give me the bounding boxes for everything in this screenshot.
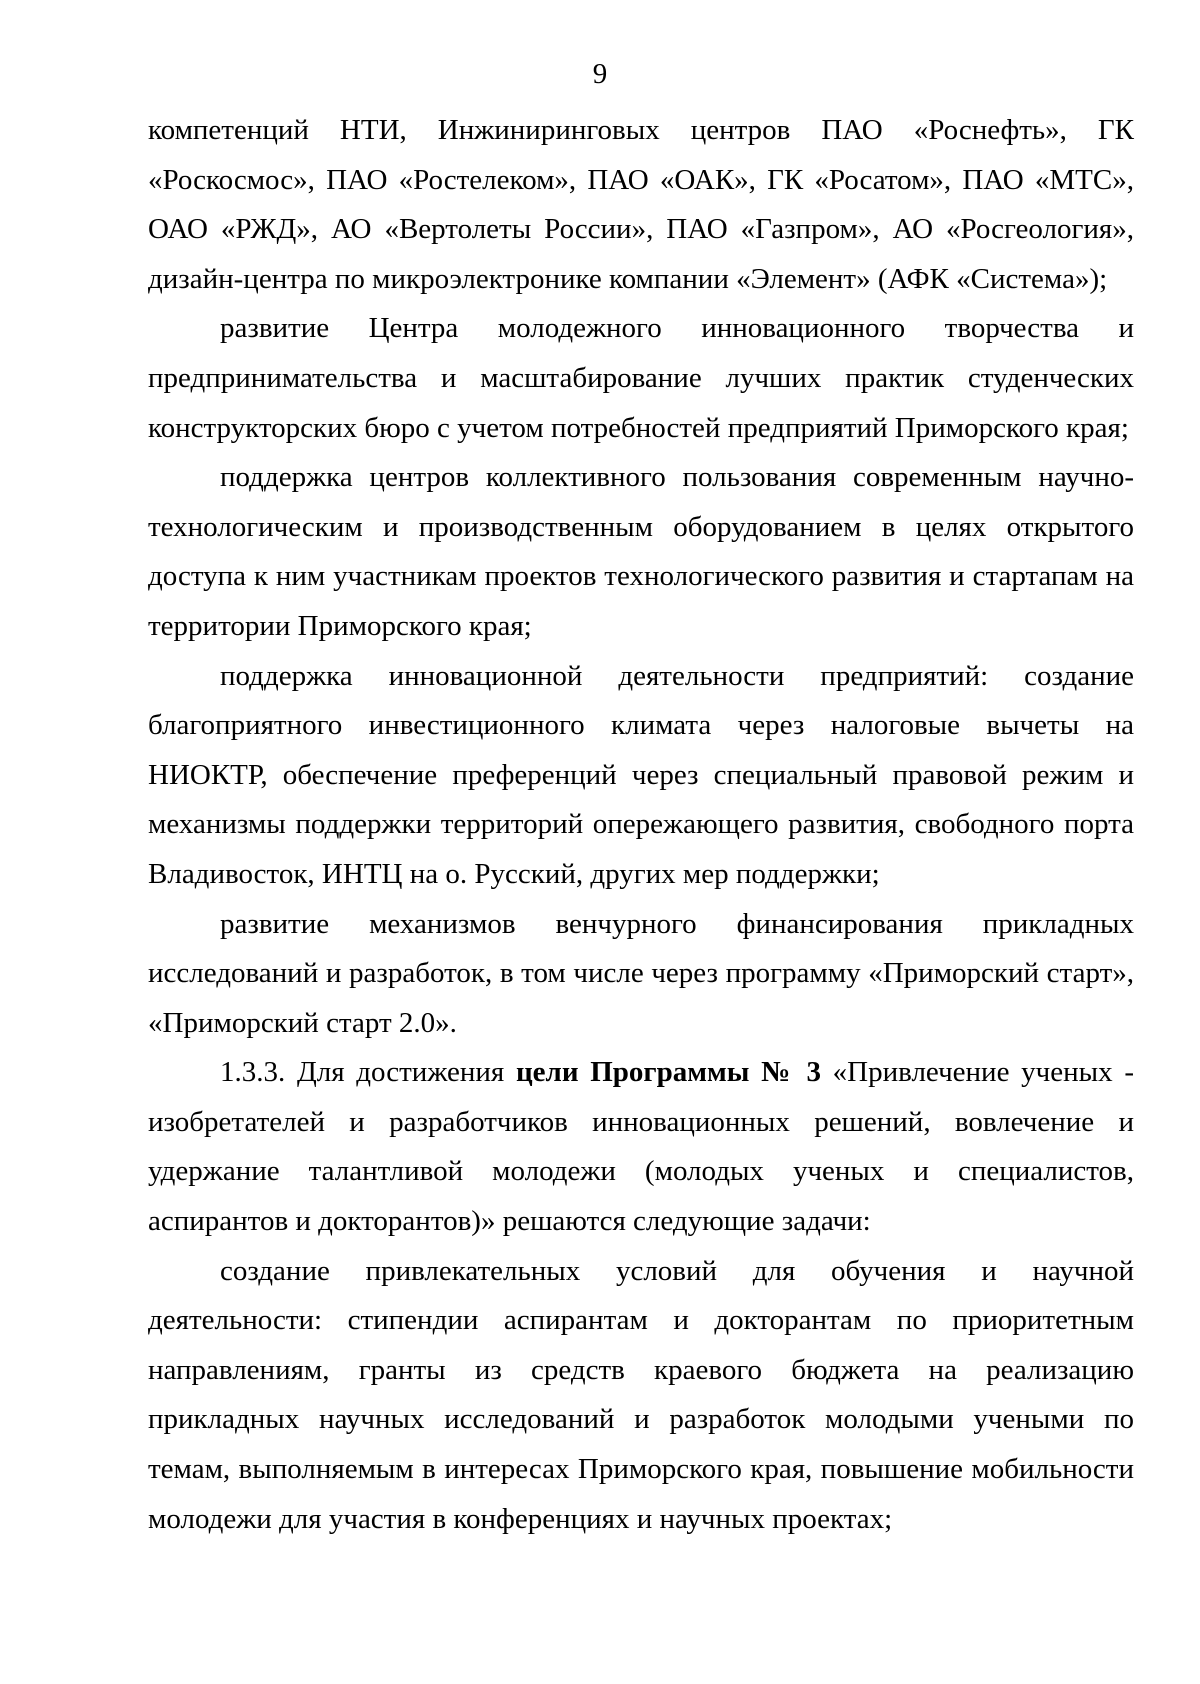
- paragraph-5: развитие механизмов венчурного финансирования прикладных исследований и разработок, в том числе через программу «Приморский старт», «Приморский старт 2.0».: [148, 907, 1134, 1039]
- page-number: 9: [592, 58, 608, 90]
- paragraph-3: поддержка центров коллективного пользования современным научно-технологическим и производственным оборудованием в целях открытого доступа к ним участникам проектов технологического развития и стартапам на территории Приморского края;: [148, 461, 1134, 642]
- paragraph-6-lead: 1.3.3. Для достижения: [220, 1056, 516, 1089]
- paragraph-6: [148, 1048, 1134, 1246]
- paragraph-2: развитие Центра молодежного инновационного творчества и предпринимательства и масштабирование лучших практик студенческих конструкторских бюро с учетом потребностей предприятий Приморского края;: [148, 312, 1134, 444]
- document-body: [148, 106, 1134, 1544]
- paragraph-4: поддержка инновационной деятельности предприятий: создание благоприятного инвестиционного климата через налоговые вычеты на НИОКТР, обеспечение преференций через специальный правовой режим и механизмы поддержки территорий опережающего развития, свободного порта Владивосток, ИНТЦ на о. Русский, других мер поддержки;: [148, 659, 1134, 890]
- paragraph-7: создание привлекательных условий для обучения и научной деятельности: стипендии аспирантам и докторантам по приоритетным направлениям, гранты из средств краевого бюджета на реализацию прикладных научных исследований и разработок молодыми учеными по темам, выполняемым в интересах Приморского края, повышение мобильности молодежи для участия в конференциях и научных проектах;: [148, 1254, 1134, 1535]
- program-goal-label: цели Программы № 3: [515, 1056, 821, 1089]
- paragraph-1: компетенций НТИ, Инжиниринговых центров ПАО «Роснефть», ГК «Роскосмос», ПАО «Ростелеком», ПАО «ОАК», ГК «Росатом», ПАО «МТС», ОАО «РЖД», АО «Вертолеты России», ПАО «Газпром», АО «Росгеология», дизайн-центра по микроэлектронике компании «Элемент» (АФК «Система»);: [148, 114, 1134, 295]
- paragraph-6-rest: «Привлечение ученых - изобретателей и разработчиков инновационных решений, вовлечение и удержание талантливой молодежи (молодых ученых и специалистов, аспирантов и докторантов)» решаются следующие задачи:: [148, 1056, 1134, 1238]
